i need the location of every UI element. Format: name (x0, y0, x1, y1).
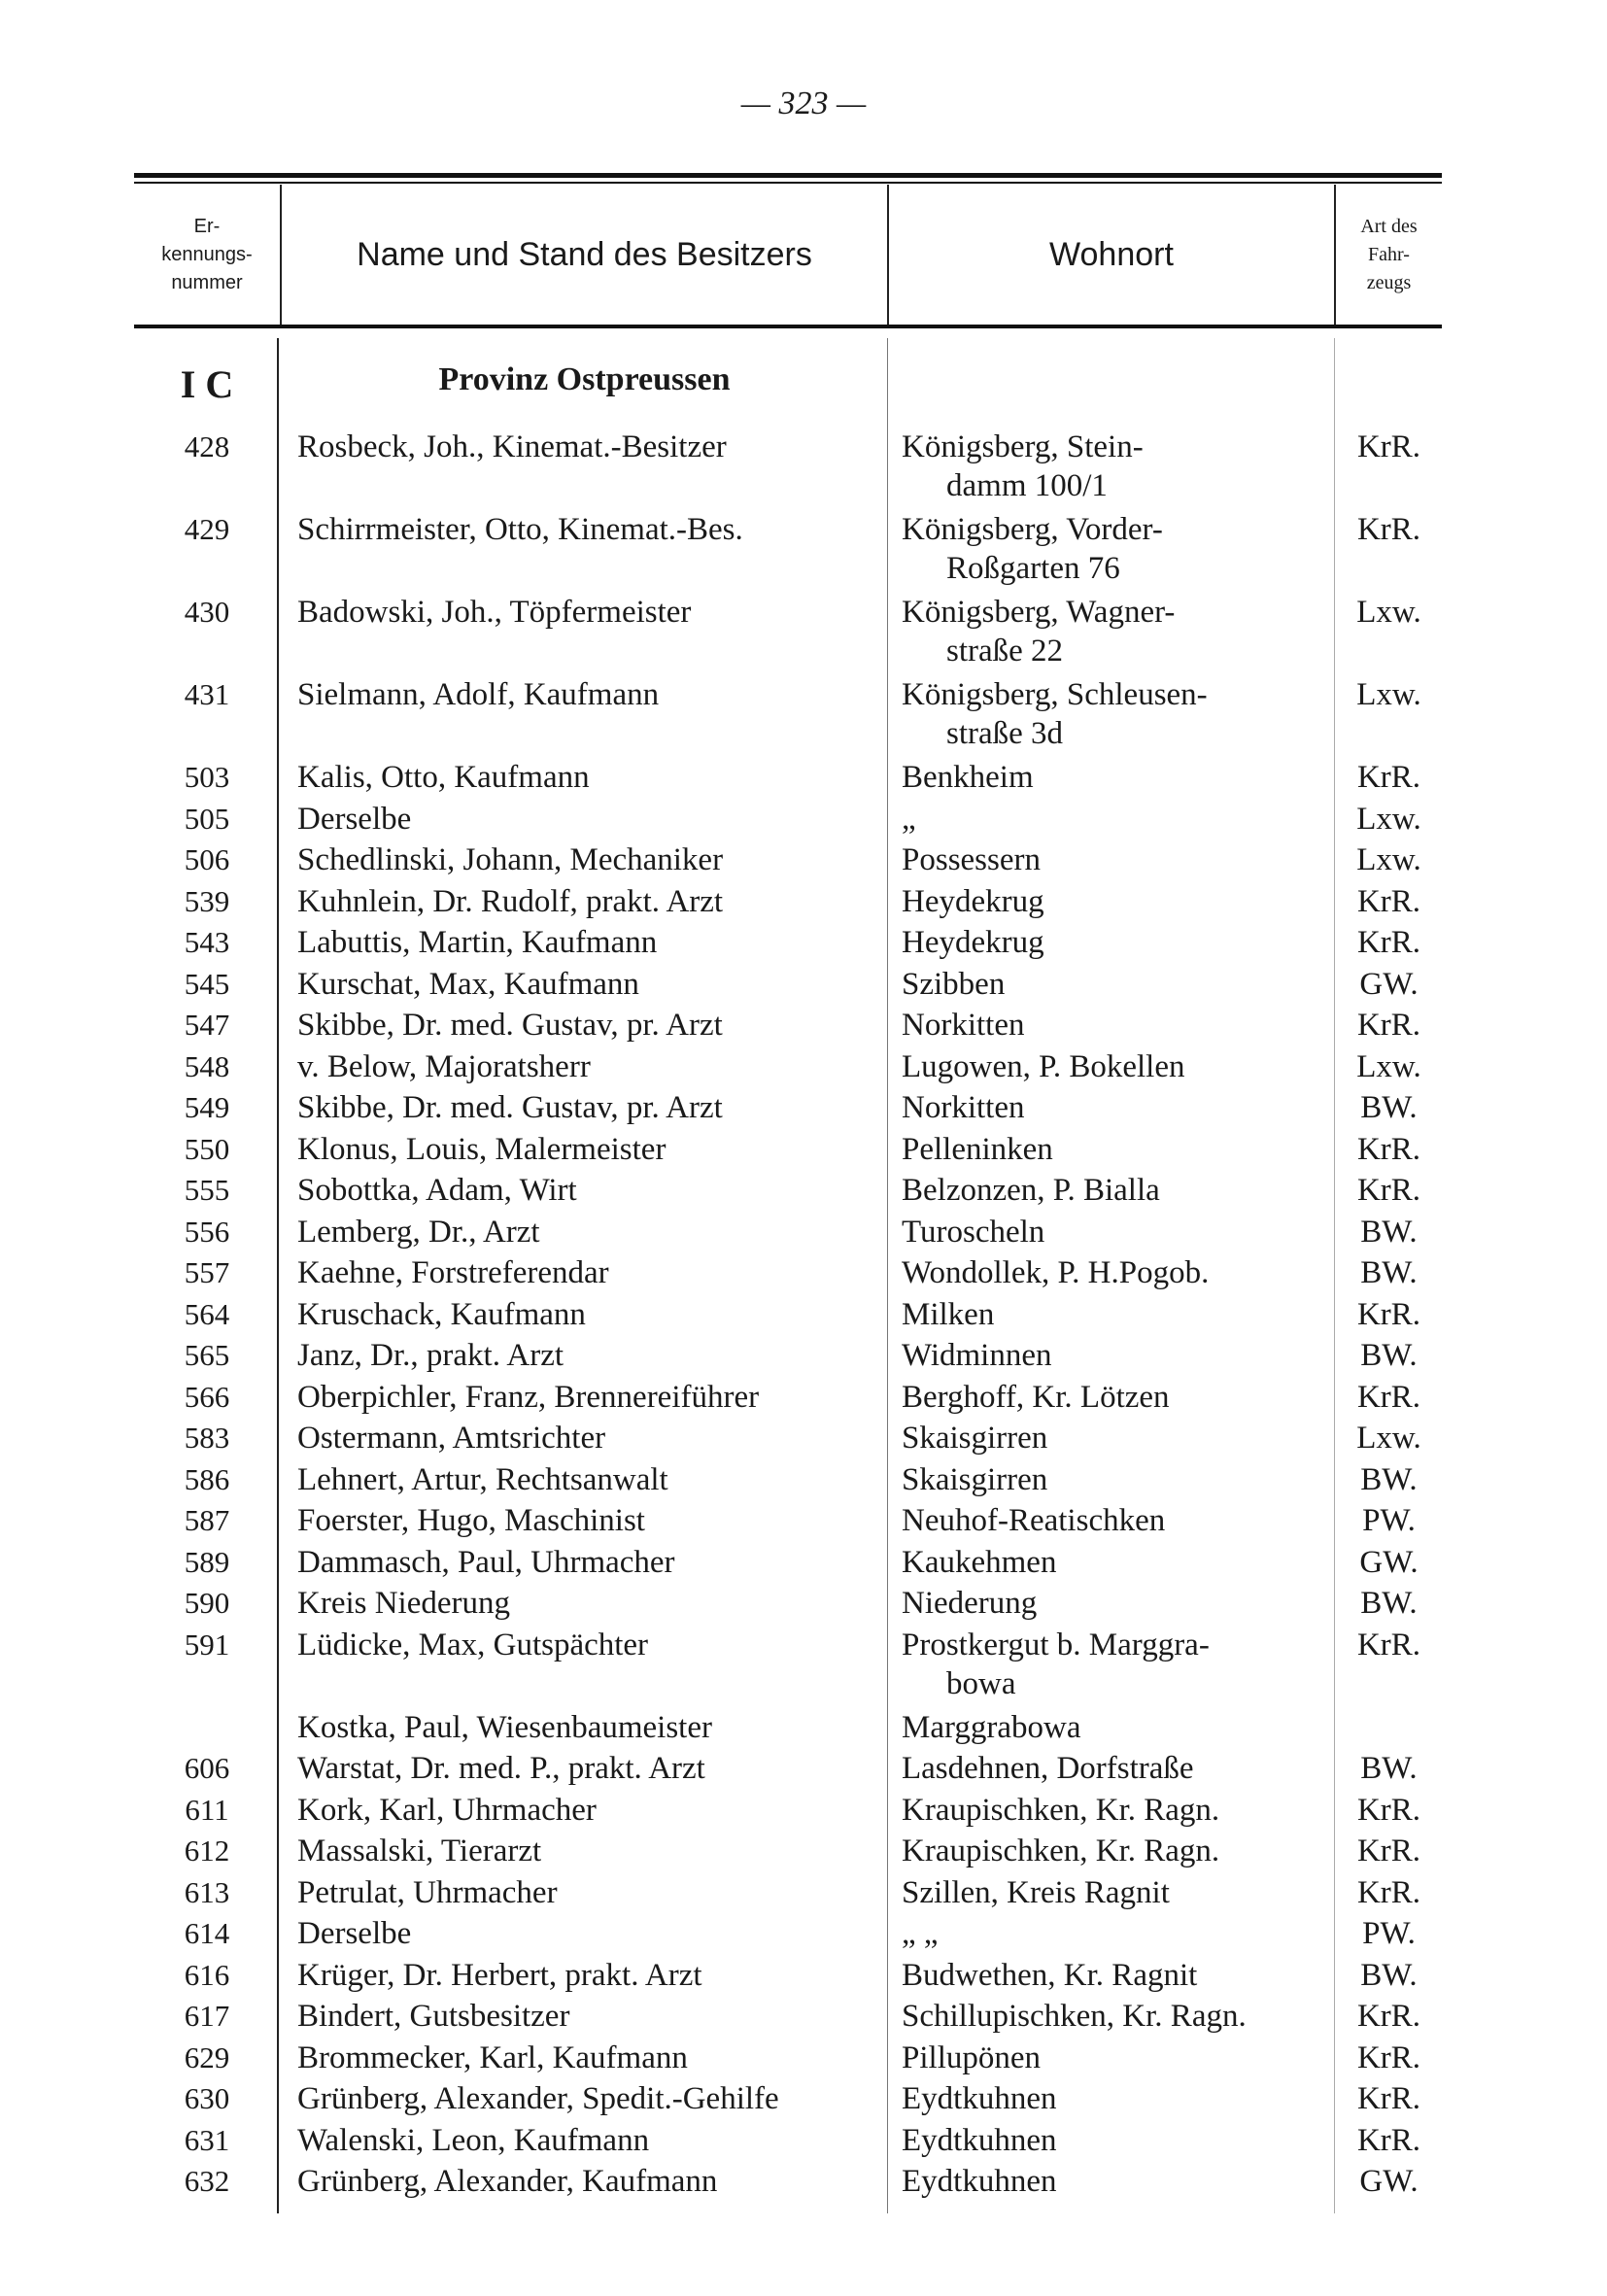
residence (902, 1336, 1329, 1375)
registration-number: 550 (184, 1131, 230, 1166)
table-row (0, 2162, 1607, 2204)
registration-number: 586 (184, 1461, 230, 1496)
owner-name: Brommecker, Karl, Kaufmann (297, 2039, 688, 2075)
vehicle-type: BW. (1360, 1586, 1418, 1621)
top-rule-thin (134, 182, 1442, 184)
column-header-id-line: kennungs- (161, 243, 253, 265)
vehicle-type: GW. (1359, 1544, 1419, 1580)
owner-name: Rosbeck, Joh., Kinemat.-Besitzer (297, 429, 727, 464)
owner-name: Lüdicke, Max, Gutspächter (297, 1627, 649, 1662)
residence (902, 1006, 1329, 1045)
vehicle-type: KrR. (1356, 1008, 1421, 1043)
residence-line: Belzonzen, P. Bialla (902, 1173, 1160, 1208)
vehicle-type: KrR. (1356, 1296, 1421, 1332)
registration-number: 556 (184, 1214, 230, 1249)
table-row (0, 1708, 1607, 1750)
vehicle-type: BW. (1360, 1214, 1418, 1250)
residence-line: Berghoff, Kr. Lötzen (902, 1379, 1170, 1415)
vehicle-type: KrR. (1356, 1792, 1421, 1828)
registration-number: 617 (184, 1999, 230, 2033)
table-row (0, 965, 1607, 1007)
owner-name: Schedlinski, Johann, Mechaniker (297, 842, 724, 877)
owner-name: Ostermann, Amtsrichter (297, 1421, 606, 1456)
registration-number: 505 (184, 801, 230, 836)
residence-line: Neuhof-Reatischken (902, 1503, 1166, 1538)
residence (902, 1378, 1329, 1417)
owner-name: Klonus, Louis, Malermeister (297, 1131, 667, 1167)
registration-number: 631 (184, 2122, 230, 2157)
residence-line: Schillupischken, Kr. Ragn. (902, 1999, 1247, 2034)
owner-name: Lehnert, Artur, Rechtsanwalt (297, 1461, 668, 1497)
vehicle-type: KrR. (1356, 512, 1421, 547)
registration-number: 630 (184, 2081, 230, 2115)
table-row (0, 1047, 1607, 1089)
residence (902, 1213, 1329, 1251)
residence-line: Wondollek, P. H.Pogob. (902, 1255, 1210, 1290)
table-row (0, 1419, 1607, 1460)
residence (902, 800, 1329, 839)
owner-name: Kreis Niederung (297, 1586, 511, 1621)
registration-number: 549 (184, 1090, 230, 1124)
register-table (0, 428, 1607, 2204)
residence-continuation: straße 22 (946, 634, 1064, 668)
registration-number: 587 (184, 1503, 230, 1537)
vehicle-type: KrR. (1356, 429, 1421, 464)
column-header-type (1336, 185, 1442, 325)
table-row (0, 675, 1607, 758)
top-rule (134, 173, 1442, 178)
vehicle-type: KrR. (1356, 1874, 1421, 1910)
vehicle-type: KrR. (1356, 2081, 1421, 2116)
column-header-type-line: zeugs (1366, 271, 1412, 293)
owner-name: Walenski, Leon, Kaufmann (297, 2122, 650, 2158)
table-row (0, 1295, 1607, 1337)
owner-name: Dammasch, Paul, Uhrmacher (297, 1544, 675, 1580)
residence (902, 510, 1329, 588)
owner-name: Grünberg, Alexander, Spedit.-Gehilfe (297, 2081, 779, 2116)
residence (902, 1295, 1329, 1334)
vehicle-type: Lxw. (1356, 1048, 1421, 1084)
table-row (0, 2121, 1607, 2163)
residence (902, 758, 1329, 797)
registration-number: 612 (184, 1833, 230, 1868)
residence-line: „ „ (902, 1916, 939, 1951)
owner-name: Petrulat, Uhrmacher (297, 1874, 558, 1910)
residence (902, 1584, 1329, 1623)
owner-name: Massalski, Tierarzt (297, 1833, 542, 1868)
vehicle-type: Lxw. (1356, 842, 1421, 877)
vehicle-type: KrR. (1356, 1627, 1421, 1662)
owner-name: Kork, Karl, Uhrmacher (297, 1792, 597, 1828)
residence (902, 2079, 1329, 2118)
table-row (0, 1584, 1607, 1626)
registration-number: 506 (184, 842, 230, 876)
table-row (0, 593, 1607, 675)
residence-line: Turoscheln (902, 1214, 1045, 1250)
residence-line: Königsberg, Stein- (902, 429, 1144, 464)
table-row (0, 1626, 1607, 1708)
residence-continuation: damm 100/1 (946, 468, 1108, 503)
table-row (0, 1460, 1607, 1502)
table-row (0, 1914, 1607, 1956)
residence-line: „ (902, 801, 916, 837)
residence (902, 1171, 1329, 1210)
residence (902, 1419, 1329, 1457)
vehicle-type: KrR. (1356, 1379, 1421, 1415)
residence (902, 1543, 1329, 1582)
owner-name: Derselbe (297, 801, 412, 837)
residence-line: Norkitten (902, 1008, 1025, 1043)
vehicle-type: KrR. (1356, 2039, 1421, 2075)
vehicle-type: Lxw. (1356, 595, 1421, 630)
registration-number: 539 (184, 883, 230, 918)
vehicle-type: KrR. (1356, 1999, 1421, 2034)
owner-name: Schirrmeister, Otto, Kinemat.-Bes. (297, 512, 743, 547)
residence-line: Milken (902, 1296, 995, 1332)
residence-line: Heydekrug (902, 925, 1044, 960)
registration-number: 613 (184, 1874, 230, 1909)
table-row (0, 1378, 1607, 1420)
registration-number: 583 (184, 1421, 230, 1455)
vehicle-type: BW. (1360, 1751, 1418, 1786)
vehicle-type: BW. (1360, 1255, 1418, 1290)
registration-number: 611 (185, 1792, 229, 1827)
residence-line: Pelleninken (902, 1131, 1053, 1167)
residence-line: Lugowen, P. Bokellen (902, 1048, 1185, 1084)
residence (902, 2039, 1329, 2077)
residence-line: Königsberg, Wagner- (902, 595, 1176, 630)
table-row (0, 1873, 1607, 1915)
table-row (0, 1749, 1607, 1791)
column-header-type-line: Fahr- (1368, 243, 1410, 265)
owner-name: Skibbe, Dr. med. Gustav, pr. Arzt (297, 1008, 723, 1043)
registration-number: 614 (184, 1916, 230, 1950)
registration-number: 545 (184, 966, 230, 1001)
owner-name: Labuttis, Martin, Kaufmann (297, 925, 658, 960)
vehicle-type: KrR. (1356, 760, 1421, 795)
residence (902, 1873, 1329, 1912)
owner-name: Oberpichler, Franz, Brennereiführer (297, 1379, 760, 1415)
residence (902, 1956, 1329, 1995)
table-row (0, 923, 1607, 965)
residence-line: Szibben (902, 966, 1006, 1002)
table-row (0, 840, 1607, 882)
registration-number: 429 (184, 512, 230, 546)
residence (902, 2162, 1329, 2201)
owner-name: Warstat, Dr. med. P., prakt. Arzt (297, 1751, 705, 1786)
residence (902, 1626, 1329, 1703)
owner-name: Derselbe (297, 1916, 412, 1951)
table-row (0, 1130, 1607, 1172)
residence (902, 1047, 1329, 1086)
table-row (0, 1956, 1607, 1998)
vehicle-type: BW. (1360, 1957, 1418, 1993)
residence (902, 923, 1329, 962)
registration-number: 548 (184, 1048, 230, 1083)
owner-name: Kruschack, Kaufmann (297, 1296, 586, 1332)
column-header-id-line: nummer (171, 271, 243, 293)
table-row (0, 1006, 1607, 1047)
residence-line: Prostkergut b. Marggra- (902, 1627, 1210, 1662)
table-row (0, 1791, 1607, 1833)
vehicle-type: KrR. (1356, 925, 1421, 960)
table-row (0, 2039, 1607, 2080)
column-header-id-line: Er- (193, 215, 221, 237)
header-rule (134, 325, 1442, 328)
owner-name: Kurschat, Max, Kaufmann (297, 966, 639, 1002)
residence-line: Kaukehmen (902, 1544, 1057, 1580)
owner-name: Krüger, Dr. Herbert, prakt. Arzt (297, 1957, 702, 1993)
residence (902, 1088, 1329, 1127)
table-row (0, 1501, 1607, 1543)
registration-number: 606 (184, 1751, 230, 1785)
registration-number: 503 (184, 760, 230, 794)
vehicle-type: GW. (1359, 966, 1419, 1002)
table-row (0, 1088, 1607, 1130)
registration-number: 547 (184, 1008, 230, 1042)
vehicle-type: Lxw. (1356, 1421, 1421, 1456)
residence-line: Skaisgirren (902, 1421, 1048, 1456)
owner-name: Janz, Dr., prakt. Arzt (297, 1338, 564, 1373)
table-row (0, 2079, 1607, 2121)
owner-name: Kostka, Paul, Wiesenbaumeister (297, 1709, 712, 1745)
registration-number: 430 (184, 595, 230, 629)
table-row (0, 1213, 1607, 1254)
registration-number: 616 (184, 1957, 230, 1992)
residence-line: Eydtkuhnen (902, 2081, 1057, 2116)
residence-line: Eydtkuhnen (902, 2164, 1057, 2199)
table-row (0, 758, 1607, 800)
table-row (0, 510, 1607, 593)
residence-line: Kraupischken, Kr. Ragn. (902, 1792, 1220, 1828)
registration-number: 590 (184, 1586, 230, 1620)
residence-line: Szillen, Kreis Ragnit (902, 1874, 1170, 1910)
owner-name: v. Below, Majoratsherr (297, 1048, 591, 1084)
owner-name: Grünberg, Alexander, Kaufmann (297, 2164, 718, 2199)
residence (902, 593, 1329, 670)
residence-line: Possessern (902, 842, 1042, 877)
registration-number: 632 (184, 2164, 230, 2198)
residence (902, 1791, 1329, 1830)
residence-line: Widminnen (902, 1338, 1052, 1373)
residence-line: Pillupönen (902, 2039, 1042, 2075)
residence-line: Skaisgirren (902, 1461, 1048, 1497)
residence-line: Kraupischken, Kr. Ragn. (902, 1833, 1220, 1868)
residence-line: Lasdehnen, Dorfstraße (902, 1751, 1194, 1786)
table-row (0, 800, 1607, 841)
residence-line: Königsberg, Vorder- (902, 512, 1163, 547)
residence-line: Benkheim (902, 760, 1034, 795)
residence-line: Marggrabowa (902, 1709, 1081, 1745)
vehicle-type: KrR. (1356, 1131, 1421, 1167)
residence-line: Budwethen, Kr. Ragnit (902, 1957, 1198, 1993)
registration-number: 591 (184, 1627, 230, 1662)
owner-name: Foerster, Hugo, Maschinist (297, 1503, 645, 1538)
residence (902, 1914, 1329, 1953)
residence-continuation: straße 3d (946, 716, 1064, 751)
residence (902, 1130, 1329, 1169)
owner-name: Kuhnlein, Dr. Rudolf, prakt. Arzt (297, 883, 724, 919)
table-row (0, 428, 1607, 510)
owner-name: Kalis, Otto, Kaufmann (297, 760, 590, 795)
residence-line: Königsberg, Schleusen- (902, 677, 1208, 712)
residence (902, 428, 1329, 505)
table-row (0, 1832, 1607, 1873)
residence (902, 2121, 1329, 2160)
registration-number: 629 (184, 2039, 230, 2074)
table-row (0, 1997, 1607, 2039)
residence (902, 1832, 1329, 1870)
owner-name: Bindert, Gutsbesitzer (297, 1999, 570, 2034)
owner-name: Sielmann, Adolf, Kaufmann (297, 677, 660, 712)
registration-number: 589 (184, 1544, 230, 1579)
vehicle-type: KrR. (1356, 1173, 1421, 1208)
section-province: Provinz Ostpreussen (438, 361, 731, 397)
vehicle-type: PW. (1362, 1503, 1416, 1538)
owner-name: Kaehne, Forstreferendar (297, 1255, 609, 1290)
residence (902, 882, 1329, 921)
section-code: I C (180, 362, 234, 406)
vehicle-type: BW. (1360, 1090, 1418, 1125)
column-header-place: Wohnort (1049, 235, 1174, 273)
column-header-name: Name und Stand des Besitzers (357, 235, 812, 273)
table-row (0, 1253, 1607, 1295)
registration-number: 555 (184, 1173, 230, 1207)
residence (902, 840, 1329, 879)
registration-number: 557 (184, 1255, 230, 1289)
vehicle-type: KrR. (1356, 883, 1421, 919)
registration-number: 431 (184, 677, 230, 711)
residence (902, 1749, 1329, 1788)
registration-number: 543 (184, 925, 230, 959)
registration-number: 428 (184, 429, 230, 463)
vehicle-type: Lxw. (1356, 801, 1421, 837)
owner-name: Skibbe, Dr. med. Gustav, pr. Arzt (297, 1090, 723, 1125)
residence-line: Eydtkuhnen (902, 2122, 1057, 2158)
residence (902, 965, 1329, 1004)
residence-line: Norkitten (902, 1090, 1025, 1125)
registration-number: 565 (184, 1338, 230, 1372)
residence-line: Niederung (902, 1586, 1038, 1621)
registration-number: 566 (184, 1379, 230, 1414)
vehicle-type: PW. (1362, 1916, 1416, 1951)
residence (902, 1460, 1329, 1499)
registration-number: 564 (184, 1296, 230, 1331)
vehicle-type: GW. (1359, 2164, 1419, 2199)
residence (902, 675, 1329, 753)
vehicle-type: KrR. (1356, 2122, 1421, 2158)
vehicle-type: KrR. (1356, 1833, 1421, 1868)
residence-line: Heydekrug (902, 883, 1044, 919)
column-header-type-line: Art des (1360, 215, 1418, 237)
residence-continuation: bowa (946, 1665, 1016, 1701)
residence (902, 1501, 1329, 1540)
column-header-id (134, 185, 280, 325)
residence (902, 1708, 1329, 1747)
table-row (0, 1336, 1607, 1378)
vehicle-type: BW. (1360, 1338, 1418, 1373)
page-number: — 323 — (740, 86, 867, 121)
residence (902, 1997, 1329, 2036)
table-row (0, 882, 1607, 924)
residence-continuation: Roßgarten 76 (946, 551, 1120, 586)
owner-name: Badowski, Joh., Töpfermeister (297, 595, 692, 630)
owner-name: Lemberg, Dr., Arzt (297, 1214, 540, 1250)
table-row (0, 1171, 1607, 1213)
vehicle-type: BW. (1360, 1461, 1418, 1497)
owner-name: Sobottka, Adam, Wirt (297, 1173, 577, 1208)
table-row (0, 1543, 1607, 1585)
vehicle-type: Lxw. (1356, 677, 1421, 712)
residence (902, 1253, 1329, 1292)
